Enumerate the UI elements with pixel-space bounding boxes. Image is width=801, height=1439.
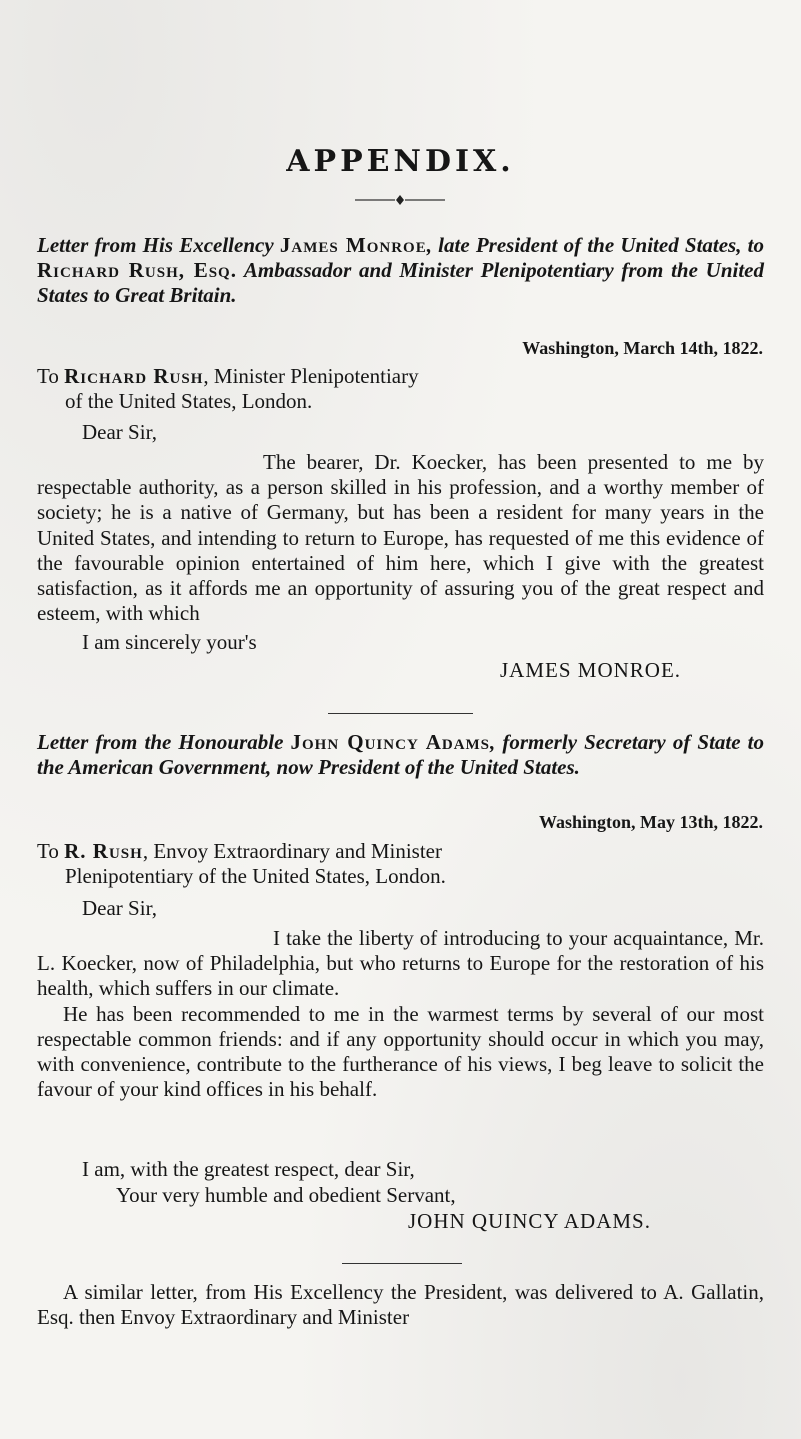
letter2-body-paragraph: I take the liberty of introducing to your acquaintance, Mr. L. Koecker, now of Philadelphia, but who returns to Europe for the restoration of his health, which suffers in our climate.: [37, 926, 764, 1001]
letter1-title-name: James Monroe: [279, 233, 427, 257]
letter2-closing-1: I am, with the greatest respect, dear Sir,: [82, 1157, 415, 1181]
letter1-title-part: Ambassador and Minister Plenipotentiary from the United States to Great Britain.: [37, 258, 764, 307]
letter2-signature: JOHN QUINCY ADAMS.: [408, 1209, 651, 1233]
addressee-name: R. Rush: [64, 839, 143, 863]
letter1-addressee: [37, 364, 764, 414]
addressee-suffix: , Envoy Extraordinary and Minister: [142, 839, 442, 863]
addressee-prefix: To: [37, 364, 65, 388]
addressee-line2: of the United States, London.: [65, 389, 313, 413]
letter1-body: The bearer, Dr. Koecker, has been presented to me by respectable authority, as a person skilled in his profession, and a worthy member of society; he is a native of Germany, but has been a resident for many years in the United States, and intending to return to Europe, has requested of me this evidence of the favourable opinion entertained of him here, which I give with the greatest satisfaction, as it affords me an opportunity of assuring you of the great respect and esteem, with which: [37, 450, 764, 626]
letter1-closing: I am sincerely your's: [82, 630, 257, 654]
section-divider: [328, 713, 473, 714]
letter2-dateline: Washington, May 13th, 1822.: [538, 812, 763, 832]
letter2-title-name: John Quincy Adams: [290, 730, 491, 754]
letter1-title-part: , late President of the United States, to: [426, 233, 764, 257]
letter1-salutation: Dear Sir,: [82, 420, 157, 444]
addressee-suffix: , Minister Plenipotentiary: [203, 364, 419, 388]
letter1-title: [37, 233, 764, 308]
letter1-signature: JAMES MONROE.: [500, 658, 682, 682]
letter2-addressee: [37, 839, 764, 889]
final-paragraph: A similar letter, from His Excellency the President, was delivered to A. Gallatin, Esq. then Envoy Extraordinary and Minister: [37, 1280, 764, 1329]
page-heading: APPENDIX.: [286, 144, 515, 179]
letter2-title-part: Letter from the Honourable: [37, 730, 291, 754]
letter2-closing-2: Your very humble and obedient Servant,: [116, 1183, 456, 1207]
addressee-line2: Plenipotentiary of the United States, London.: [65, 864, 446, 888]
letter1-title-part: Letter from His Excellency: [37, 233, 280, 257]
letter2-body: [37, 926, 764, 1102]
letter1-dateline: Washington, March 14th, 1822.: [522, 338, 763, 358]
addressee-prefix: To: [37, 839, 65, 863]
addressee-name: Richard Rush: [64, 364, 204, 388]
letter2-salutation: Dear Sir,: [82, 896, 157, 920]
letter2-title-part: , formerly Secretary of State to the American Government, now President of the United States.: [37, 730, 764, 779]
section-divider: [342, 1263, 462, 1264]
letter1-title-recipient: Richard Rush, Esq.: [37, 258, 237, 282]
ornament-divider: [355, 194, 445, 206]
letter2-body-paragraph: He has been recommended to me in the warmest terms by several of our most respectable common friends: and if any opportunity should occur in which you may, with convenience, contribute to the furtherance of his views, I beg leave to solicit the favour of your kind offices in his behalf.: [37, 1001, 764, 1102]
letter2-title: [37, 730, 764, 780]
